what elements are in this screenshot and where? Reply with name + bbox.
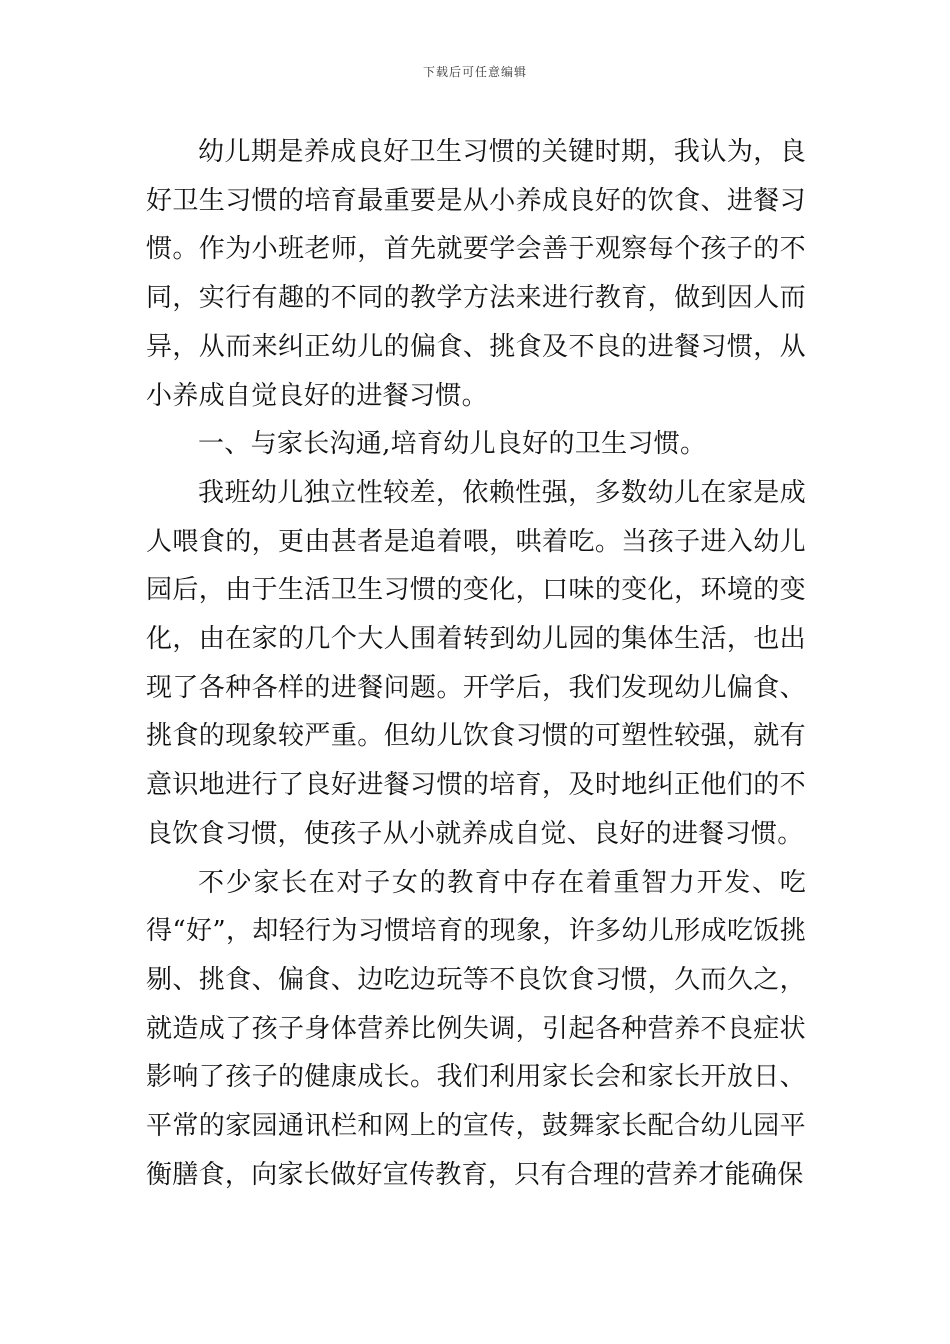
paragraph-intro: 幼儿期是养成良好卫生习惯的关键时期，我认为，良好卫生习惯的培育最重要是从小养成良好的饮食、进餐习惯。作为小班老师，首先就要学会善于观察每个孩子的不同，实行有趣的不同的教学方法来进行教育，做到因人而异，从而来纠正幼儿的偏食、挑食及不良的进餐习惯，从小养成自觉良好的进餐习惯。	[146, 137, 806, 411]
paragraph-class-situation: 我班幼儿独立性较差，依赖性强，多数幼儿在家是成人喂食的，更由甚者是追着喂，哄着吃。当孩子进入幼儿园后，由于生活卫生习惯的变化，口味的变化，环境的变化，由在家的几个大人围着转到幼儿园的集体生活，也出现了各种各样的进餐问题。开学后，我们发现幼儿偏食、挑食的现象较严重。但幼儿饮食习惯的可塑性较强，就有意识地进行了良好进餐习惯的培育，及时地纠正他们的不良饮食习惯，使孩子从小就养成自觉、良好的进餐习惯。	[146, 477, 806, 849]
document-body	[146, 128, 806, 1199]
section-heading-1: 一、与家长沟通,培育幼儿良好的卫生习惯。	[198, 429, 707, 460]
paragraph-parents: 不少家长在对子女的教育中存在着重智力开发、吃得“好”，却轻行为习惯培育的现象，许多幼儿形成吃饭挑剔、挑食、偏食、边吃边玩等不良饮食习惯，久而久之，就造成了孩子身体营养比例失调，引起各种营养不良症状影响了孩子的健康成长。我们利用家长会和家长开放日、平常的家园通讯栏和网上的宣传，鼓舞家长配合幼儿园平衡膳食，向家长做好宣传教育，只有合理的营养才能确保	[146, 867, 806, 1190]
page-header-note: 下载后可任意编辑	[422, 65, 527, 79]
